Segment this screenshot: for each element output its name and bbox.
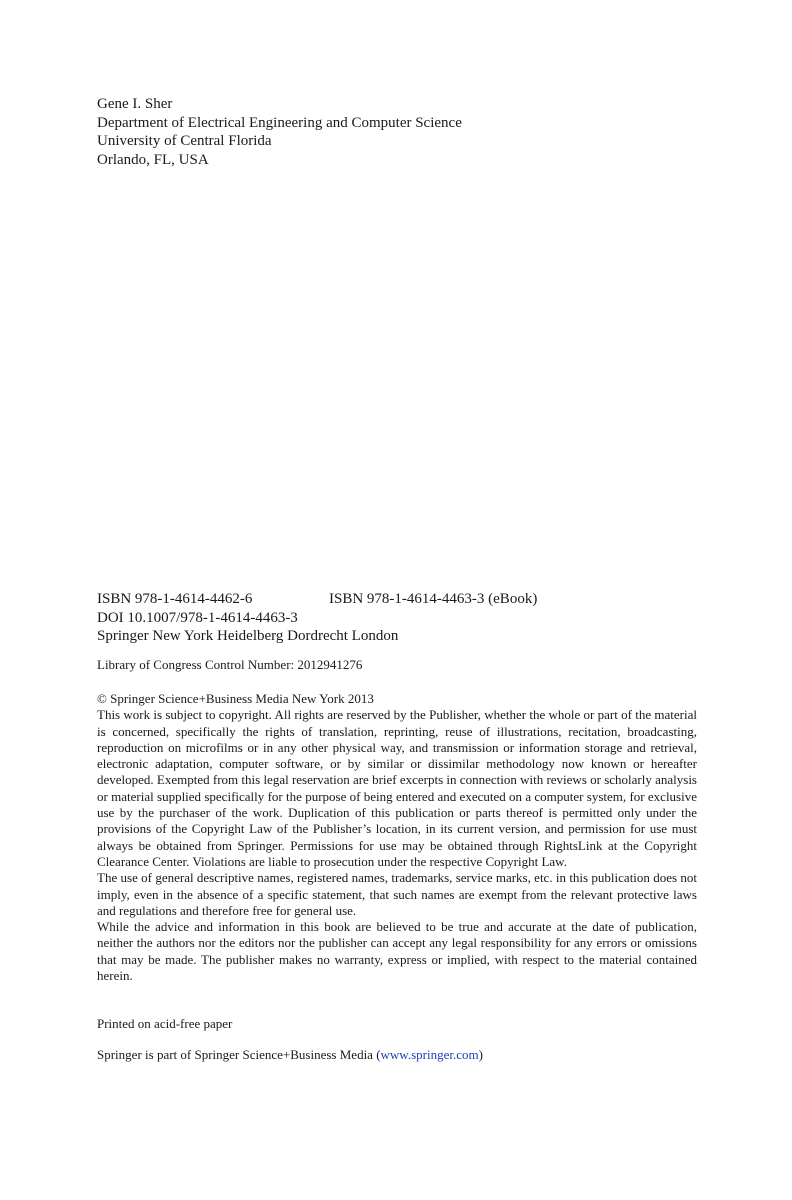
springer-website-link[interactable]: www.springer.com (380, 1047, 479, 1062)
doi: DOI 10.1007/978-1-4614-4463-3 (97, 609, 298, 626)
author-affiliation (97, 95, 462, 169)
names-paragraph: The use of general descriptive names, registered names, trademarks, service marks, etc. in this publication does not imply, even in the absence of a specific statement, that such names are exempt from the relevant protective laws and regulations and therefore free for general use. (97, 870, 697, 918)
library-of-congress-number: Library of Congress Control Number: 2012941276 (97, 657, 363, 672)
copyright-notice: © Springer Science+Business Media New York 2013 (97, 691, 374, 706)
isbn-row (97, 590, 697, 609)
rights-paragraph: This work is subject to copyright. All rights are reserved by the Publisher, whether the whole or part of the material is concerned, specifically the rights of translation, reprinting, reuse of illustrations, recitation, broadcasting, reproduction on microfilms or in any other physical way, and transmission or information storage and retrieval, electronic adaptation, computer software, or by similar or dissimilar methodology now known or hereafter developed. Exempted from this legal reservation are brief excerpts in connection with reviews or scholarly analysis or material supplied specifically for the purpose of being entered and executed on a computer system, for exclusive use by the purchaser of the work. Duplication of this publication or parts thereof is permitted only under the provisions of the Copyright Law of the Publisher’s location, in its current version, and permission for use must always be obtained from Springer. Permissions for use may be obtained through RightsLink at the Copyright Clearance Center. Violations are liable to prosecution under the respective Copyright Law. (97, 707, 697, 869)
springer-affiliation-suffix: ) (478, 1047, 483, 1062)
author-department: Department of Electrical Engineering and Computer Science (97, 114, 462, 131)
copyright-statement (97, 691, 697, 984)
publication-identifiers (97, 590, 697, 646)
printed-on-note: Printed on acid-free paper (97, 1016, 233, 1031)
advice-paragraph: While the advice and information in this book are believed to be true and accurate at the date of publication, neither the authors nor the editors nor the publisher can accept any legal responsibility for any errors or omissions that may be made. The publisher makes no warranty, express or implied, with respect to the material contained herein. (97, 919, 697, 984)
author-location: Orlando, FL, USA (97, 151, 209, 168)
isbn-print: ISBN 978-1-4614-4462-6 (97, 591, 253, 607)
springer-affiliation-prefix: Springer is part of Springer Science+Business Media ( (97, 1047, 381, 1062)
author-university: University of Central Florida (97, 133, 272, 149)
springer-affiliation-line (97, 1047, 483, 1063)
author-name: Gene I. Sher (97, 96, 173, 112)
publisher-cities: Springer New York Heidelberg Dordrecht London (97, 628, 399, 644)
isbn-ebook: ISBN 978-1-4614-4463-3 (eBook) (329, 591, 538, 607)
